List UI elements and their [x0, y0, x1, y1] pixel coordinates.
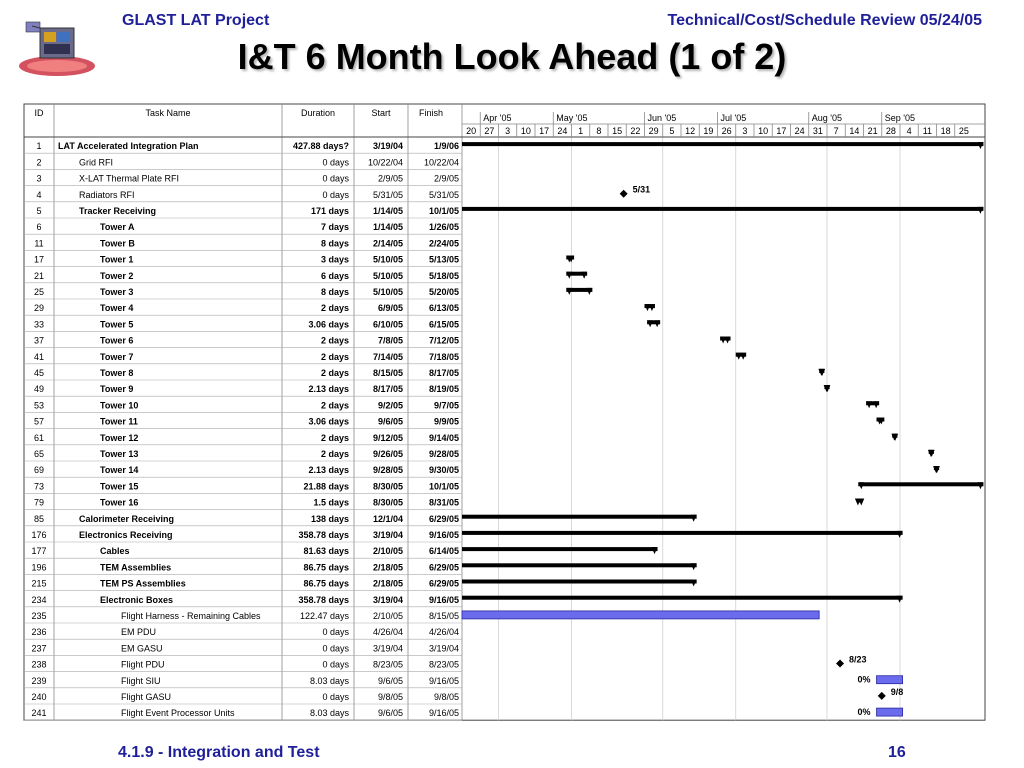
task-start: 8/15/05 [372, 368, 403, 378]
task-duration: 2 days [320, 400, 349, 411]
task-finish: 6/29/05 [428, 578, 459, 589]
task-finish: 9/28/05 [428, 449, 459, 459]
task-id: 79 [33, 497, 45, 508]
task-name: Tower 14 [100, 465, 139, 476]
task-duration: 358.78 days [298, 530, 349, 540]
task-start: 1/14/05 [372, 222, 403, 233]
task-duration: 2 days [320, 449, 349, 459]
week-label: 29 [648, 126, 659, 136]
week-label: 31 [812, 126, 823, 136]
task-bar [877, 676, 903, 684]
task-id: 240 [31, 692, 47, 702]
task-id: 37 [33, 335, 45, 346]
task-duration: 2 days [320, 303, 349, 314]
task-start: 7/8/05 [377, 335, 403, 346]
week-label: 25 [958, 126, 969, 136]
task-finish: 2/9/05 [433, 173, 459, 184]
task-name: Tower 1 [100, 254, 134, 265]
week-label: 28 [885, 126, 896, 136]
task-start: 9/2/05 [377, 400, 403, 411]
task-duration: 0 days [322, 173, 349, 184]
task-duration: 171 days [310, 206, 349, 216]
summary-bar [858, 482, 983, 486]
week-label: 15 [612, 126, 623, 136]
task-start: 9/12/05 [372, 432, 403, 443]
column-header-start: Start [371, 108, 391, 118]
task-duration: 8 days [320, 287, 349, 297]
task-finish: 10/22/04 [423, 157, 459, 168]
task-start: 6/10/05 [372, 319, 403, 330]
task-start: 2/14/05 [372, 238, 403, 249]
task-id: 73 [33, 481, 45, 492]
task-duration: 122.47 days [299, 611, 349, 621]
task-id: 41 [33, 351, 45, 362]
task-id: 17 [33, 254, 45, 265]
week-label: 24 [557, 126, 568, 136]
task-finish: 9/16/05 [428, 675, 459, 686]
task-finish: 4/26/04 [428, 627, 459, 638]
task-id: 5 [36, 206, 42, 216]
week-label: 3 [742, 126, 748, 136]
task-duration: 0 days [322, 627, 349, 638]
task-name: Tower 3 [100, 287, 134, 297]
task-name: Flight Harness - Remaining Cables [121, 611, 261, 621]
task-finish: 10/1/05 [428, 206, 459, 216]
task-start: 8/30/05 [372, 481, 403, 492]
task-duration: 2 days [320, 368, 349, 378]
task-id: 238 [31, 659, 47, 670]
task-id: 215 [31, 578, 47, 589]
task-name: Tracker Receiving [79, 206, 157, 216]
task-finish: 7/18/05 [428, 351, 459, 362]
task-name: Grid RFI [79, 157, 114, 168]
task-start: 2/9/05 [377, 173, 403, 184]
task-id: 176 [31, 530, 47, 540]
task-id: 241 [31, 708, 47, 719]
task-finish: 9/16/05 [428, 708, 459, 719]
summary-bar [462, 515, 697, 519]
week-label: 14 [849, 126, 860, 136]
month-label: Jun '05 [647, 113, 677, 123]
task-start: 2/10/05 [372, 546, 403, 557]
task-start: 5/31/05 [372, 189, 403, 200]
task-name: Tower 2 [100, 270, 134, 281]
month-label: May '05 [556, 113, 588, 123]
page-number: 16 [888, 744, 906, 761]
task-start: 8/30/05 [372, 497, 403, 508]
week-label: 3 [505, 126, 511, 136]
task-start: 1/14/05 [372, 206, 403, 216]
summary-bar [462, 547, 658, 551]
task-duration: 81.63 days [303, 546, 349, 557]
task-id: 65 [33, 449, 45, 459]
month-label: Apr '05 [483, 113, 512, 123]
task-name: Flight Event Processor Units [121, 708, 235, 719]
week-label: 22 [630, 126, 641, 136]
task-start: 3/19/04 [372, 594, 403, 605]
task-name: Flight PDU [121, 659, 165, 670]
column-header-id: ID [34, 108, 44, 118]
task-percent: 0% [857, 707, 871, 718]
task-name: EM PDU [121, 627, 157, 638]
week-label: 8 [596, 126, 602, 136]
task-start: 5/10/05 [372, 254, 403, 265]
task-start: 8/23/05 [372, 659, 403, 670]
task-duration: 138 days [310, 513, 349, 524]
task-duration: 8.03 days [309, 708, 349, 719]
week-label: 26 [721, 126, 732, 136]
task-finish: 9/16/05 [428, 594, 459, 605]
task-start: 5/10/05 [372, 270, 403, 281]
task-start: 4/26/04 [372, 627, 403, 638]
month-label: Jul '05 [720, 113, 747, 123]
task-finish: 6/29/05 [428, 513, 459, 524]
task-duration: 3.06 days [308, 416, 349, 427]
task-finish: 8/31/05 [428, 497, 459, 508]
task-id: 61 [33, 432, 45, 443]
task-duration: 8 days [320, 238, 349, 249]
task-duration: 0 days [322, 157, 349, 168]
task-name: Tower 10 [100, 400, 139, 411]
task-duration: 2.13 days [308, 465, 349, 476]
summary-bar [462, 596, 903, 600]
task-id: 1 [36, 141, 42, 152]
task-finish: 10/1/05 [428, 481, 459, 492]
task-start: 2/18/05 [372, 578, 403, 589]
task-name: Tower 16 [100, 497, 139, 508]
task-name: Radiators RFI [79, 189, 135, 200]
week-label: 21 [867, 126, 878, 136]
milestone-label: 5/31 [632, 184, 651, 195]
task-name: TEM Assemblies [100, 562, 172, 573]
task-bar [877, 708, 903, 716]
task-duration: 0 days [322, 189, 349, 200]
task-duration: 2 days [320, 335, 349, 346]
task-finish: 5/31/05 [428, 189, 459, 200]
task-finish: 5/13/05 [428, 254, 459, 265]
task-finish: 9/7/05 [433, 400, 459, 411]
task-name: Flight SIU [121, 675, 161, 686]
task-id: 29 [33, 303, 45, 314]
week-label: 18 [940, 126, 951, 136]
task-percent: 0% [857, 674, 871, 685]
task-bar [462, 611, 819, 619]
summary-bar [462, 580, 697, 584]
task-id: 57 [33, 416, 45, 427]
task-name: LAT Accelerated Integration Plan [58, 141, 199, 152]
task-finish: 8/15/05 [428, 611, 459, 621]
task-duration: 7 days [320, 222, 349, 233]
month-label: Aug '05 [811, 113, 842, 123]
summary-bar [462, 207, 983, 211]
task-duration: 3 days [320, 254, 349, 265]
task-id: 33 [33, 319, 45, 330]
week-label: 4 [906, 126, 912, 136]
task-start: 7/14/05 [372, 351, 403, 362]
task-name: X-LAT Thermal Plate RFI [79, 173, 180, 184]
task-finish: 6/29/05 [428, 562, 459, 573]
task-finish: 8/17/05 [428, 368, 459, 378]
task-name: TEM PS Assemblies [100, 578, 186, 589]
task-name: Tower 13 [100, 449, 139, 459]
task-name: Tower B [100, 238, 135, 249]
task-name: Calorimeter Receiving [79, 513, 175, 524]
task-start: 9/26/05 [372, 449, 403, 459]
task-name: Electronic Boxes [100, 594, 174, 605]
summary-bar [462, 531, 903, 535]
week-label: 17 [539, 126, 550, 136]
task-finish: 9/9/05 [433, 416, 459, 427]
task-id: 234 [31, 594, 47, 605]
task-id: 177 [31, 546, 47, 557]
task-start: 9/28/05 [372, 465, 403, 476]
task-id: 237 [31, 643, 47, 654]
task-finish: 8/23/05 [428, 659, 459, 670]
week-label: 10 [520, 126, 531, 136]
task-duration: 2 days [320, 432, 349, 443]
task-id: 4 [36, 189, 42, 200]
week-label: 27 [484, 126, 495, 136]
task-start: 9/6/05 [377, 675, 403, 686]
column-header-task-name: Task Name [145, 108, 191, 118]
task-duration: 0 days [322, 659, 349, 670]
task-name: Flight GASU [121, 692, 172, 702]
task-duration: 2.13 days [308, 384, 349, 395]
task-start: 3/19/04 [372, 530, 403, 540]
task-name: Tower 7 [100, 351, 134, 362]
task-name: Tower 11 [100, 416, 138, 427]
task-id: 85 [33, 513, 45, 524]
task-name: Tower 9 [100, 384, 134, 395]
task-duration: 21.88 days [303, 481, 349, 492]
task-start: 9/6/05 [377, 708, 403, 719]
task-start: 5/10/05 [372, 287, 403, 297]
task-start: 2/18/05 [372, 562, 403, 573]
task-duration: 427.88 days? [292, 141, 349, 152]
milestone-label: 8/23 [849, 654, 867, 665]
task-finish: 6/13/05 [428, 303, 459, 314]
task-id: 11 [34, 238, 44, 249]
task-id: 49 [33, 384, 45, 395]
task-start: 3/19/04 [372, 141, 403, 152]
task-id: 6 [36, 222, 42, 233]
task-finish: 3/19/04 [428, 643, 459, 654]
task-start: 9/8/05 [377, 692, 403, 702]
task-duration: 8.03 days [309, 675, 349, 686]
task-id: 236 [31, 627, 47, 638]
task-name: Tower 8 [100, 368, 134, 378]
task-duration: 1.5 days [313, 497, 349, 508]
task-duration: 86.75 days [303, 578, 349, 589]
task-duration: 358.78 days [298, 594, 349, 605]
task-name: Tower 4 [100, 303, 134, 314]
task-id: 45 [33, 368, 45, 378]
task-name: Electronics Receiving [79, 530, 173, 540]
summary-bar [462, 142, 983, 146]
task-duration: 86.75 days [303, 562, 349, 573]
task-name: EM GASU [121, 643, 163, 654]
task-id: 239 [31, 675, 47, 686]
week-label: 11 [922, 126, 933, 136]
task-name: Tower 12 [100, 432, 139, 443]
task-finish: 8/19/05 [428, 384, 459, 395]
task-id: 235 [31, 611, 47, 621]
task-duration: 0 days [322, 643, 349, 654]
task-name: Tower 5 [100, 319, 134, 330]
column-header-finish: Finish [418, 108, 444, 118]
task-finish: 9/16/05 [428, 530, 459, 540]
column-header-duration: Duration [300, 108, 336, 118]
task-id: 53 [33, 400, 45, 411]
task-id: 21 [33, 270, 45, 281]
week-label: 5 [669, 126, 675, 136]
task-duration: 6 days [320, 270, 349, 281]
footer-section: 4.1.9 - Integration and Test [118, 744, 320, 761]
task-name: Cables [100, 546, 130, 557]
task-start: 6/9/05 [377, 303, 403, 314]
task-finish: 9/30/05 [428, 465, 459, 476]
task-name: Tower A [100, 222, 135, 233]
task-id: 196 [31, 562, 47, 573]
task-start: 12/1/04 [372, 513, 403, 524]
week-label: 12 [685, 126, 696, 136]
summary-bar [462, 563, 697, 567]
task-duration: 2 days [320, 351, 349, 362]
task-start: 9/6/05 [377, 416, 403, 427]
task-duration: 0 days [322, 692, 349, 702]
week-label: 10 [758, 126, 769, 136]
week-label: 17 [776, 126, 787, 136]
review-title: Technical/Cost/Schedule Review 05/24/05 [667, 12, 982, 29]
week-label: 7 [833, 126, 839, 136]
task-start: 10/22/04 [367, 157, 403, 168]
task-finish: 1/9/06 [433, 141, 459, 152]
task-finish: 2/24/05 [428, 238, 459, 249]
task-finish: 9/8/05 [433, 692, 459, 702]
task-finish: 5/20/05 [428, 287, 459, 297]
task-finish: 5/18/05 [428, 270, 459, 281]
task-start: 2/10/05 [372, 611, 403, 621]
task-finish: 6/14/05 [428, 546, 459, 557]
task-id: 2 [36, 157, 42, 168]
task-duration: 3.06 days [308, 319, 349, 330]
task-finish: 9/14/05 [428, 432, 459, 443]
week-label: 20 [466, 126, 477, 136]
task-start: 8/17/05 [372, 384, 403, 395]
week-label: 24 [794, 126, 805, 136]
task-id: 69 [33, 465, 45, 476]
milestone-label: 9/8 [890, 686, 904, 697]
task-start: 3/19/04 [372, 643, 403, 654]
project-name: GLAST LAT Project [122, 12, 270, 29]
month-label: Sep '05 [884, 113, 915, 123]
task-finish: 1/26/05 [428, 222, 459, 233]
task-id: 25 [33, 287, 45, 297]
task-name: Tower 6 [100, 335, 134, 346]
task-id: 3 [36, 173, 42, 184]
week-label: 19 [703, 126, 714, 136]
task-finish: 7/12/05 [428, 335, 459, 346]
task-name: Tower 15 [100, 481, 139, 492]
task-finish: 6/15/05 [428, 319, 459, 330]
slide-title: I&T 6 Month Look Ahead (1 of 2) [237, 36, 787, 77]
week-label: 1 [578, 126, 584, 136]
